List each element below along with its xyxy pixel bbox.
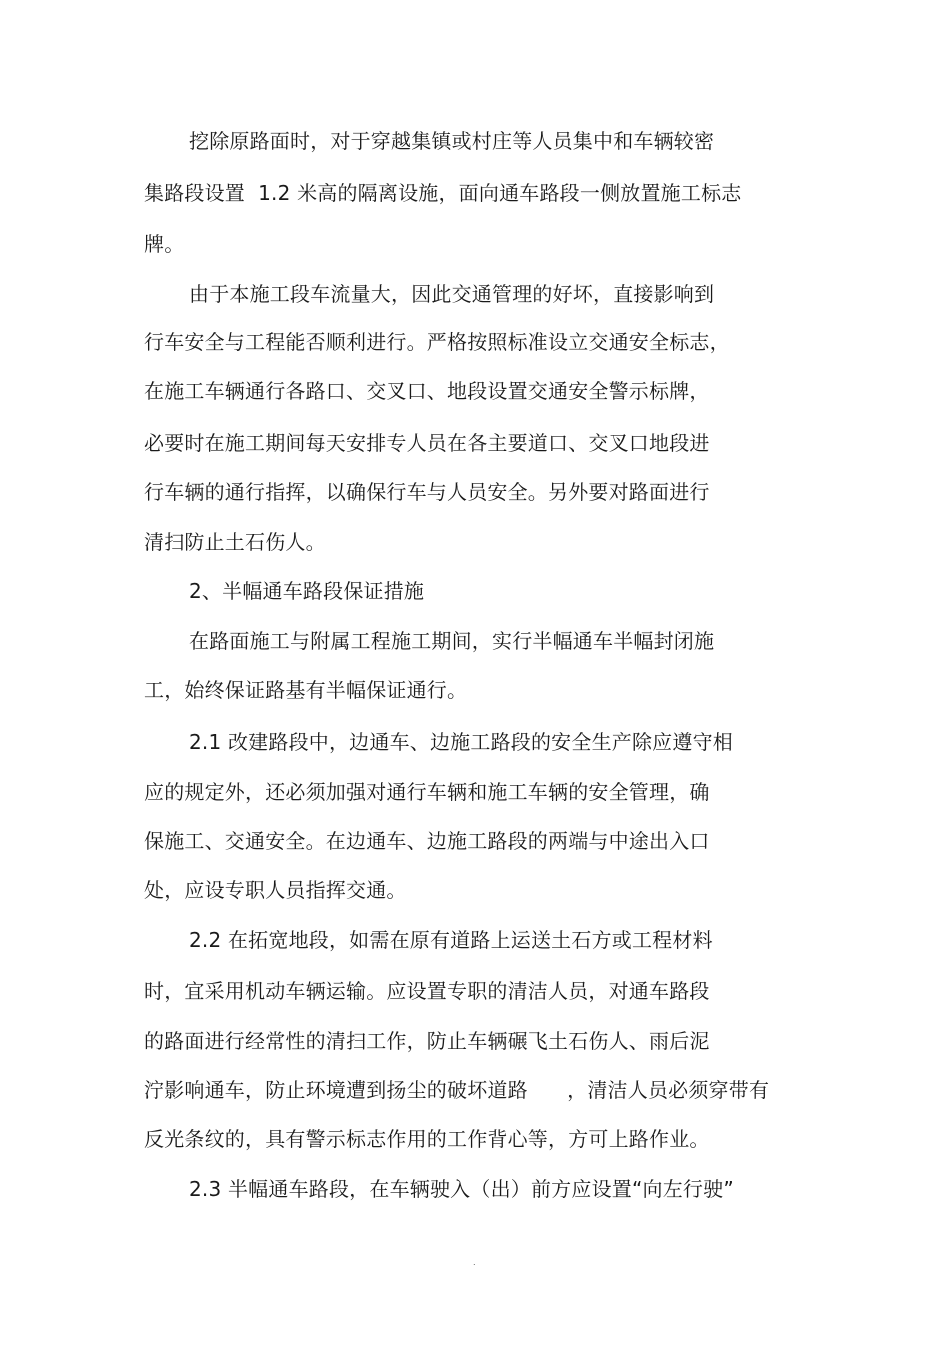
text-line: 集路段设置 1.2 米高的隔离设施，面向通车路段一侧放置施工标志	[144, 181, 742, 205]
text-line: 处，应设专职人员指挥交通。	[144, 878, 407, 902]
text-line: 2.2 在拓宽地段，如需在原有道路上运送土石方或工程材料	[189, 928, 713, 952]
text-line: 行车辆的通行指挥，以确保行车与人员安全。另外要对路面进行	[144, 480, 710, 504]
text-line: 保施工、交通安全。在边通车、边施工路段的两端与中途出入口	[144, 829, 710, 853]
text-line: 在施工车辆通行各路口、交叉口、地段设置交通安全警示标牌，	[144, 379, 710, 403]
text-line: 清扫防止土石伤人。	[144, 530, 326, 554]
text-line: 在路面施工与附属工程施工期间，实行半幅通车半幅封闭施	[189, 629, 715, 653]
text-line: 必要时在施工期间每天安排专人员在各主要道口、交叉口地段进	[144, 431, 710, 455]
text-line: 的路面进行经常性的清扫工作，防止车辆碾飞土石伤人、雨后泥	[144, 1029, 710, 1053]
text-line: 泞影响通车，防止环境遭到扬尘的破坏道路 ，清洁人员必须穿带有	[144, 1078, 770, 1102]
text-line: 牌。	[144, 232, 185, 256]
text-line: 应的规定外，还必须加强对通行车辆和施工车辆的安全管理，确	[144, 780, 710, 804]
section-heading: 2、半幅通车路段保证措施	[189, 579, 425, 603]
text-line: 工，始终保证路基有半幅保证通行。	[144, 678, 468, 702]
text-line: 由于本施工段车流量大，因此交通管理的好坏，直接影响到	[189, 282, 715, 306]
text-line: 反光条纹的，具有警示标志作用的工作背心等，方可上路作业。	[144, 1127, 710, 1151]
text-line: 2.1 改建路段中，边通车、边施工路段的安全生产除应遵守相	[189, 730, 733, 754]
text-line: 2.3 半幅通车路段，在车辆驶入（出）前方应设置“向左行驶”	[189, 1177, 734, 1201]
text-line: 时，宜采用机动车辆运输。应设置专职的清洁人员，对通车路段	[144, 979, 710, 1003]
page-mark: .	[473, 1258, 476, 1267]
text-line: 挖除原路面时，对于穿越集镇或村庄等人员集中和车辆较密	[189, 129, 715, 153]
text-line: 行车安全与工程能否顺利进行。严格按照标准设立交通安全标志，	[144, 330, 730, 354]
